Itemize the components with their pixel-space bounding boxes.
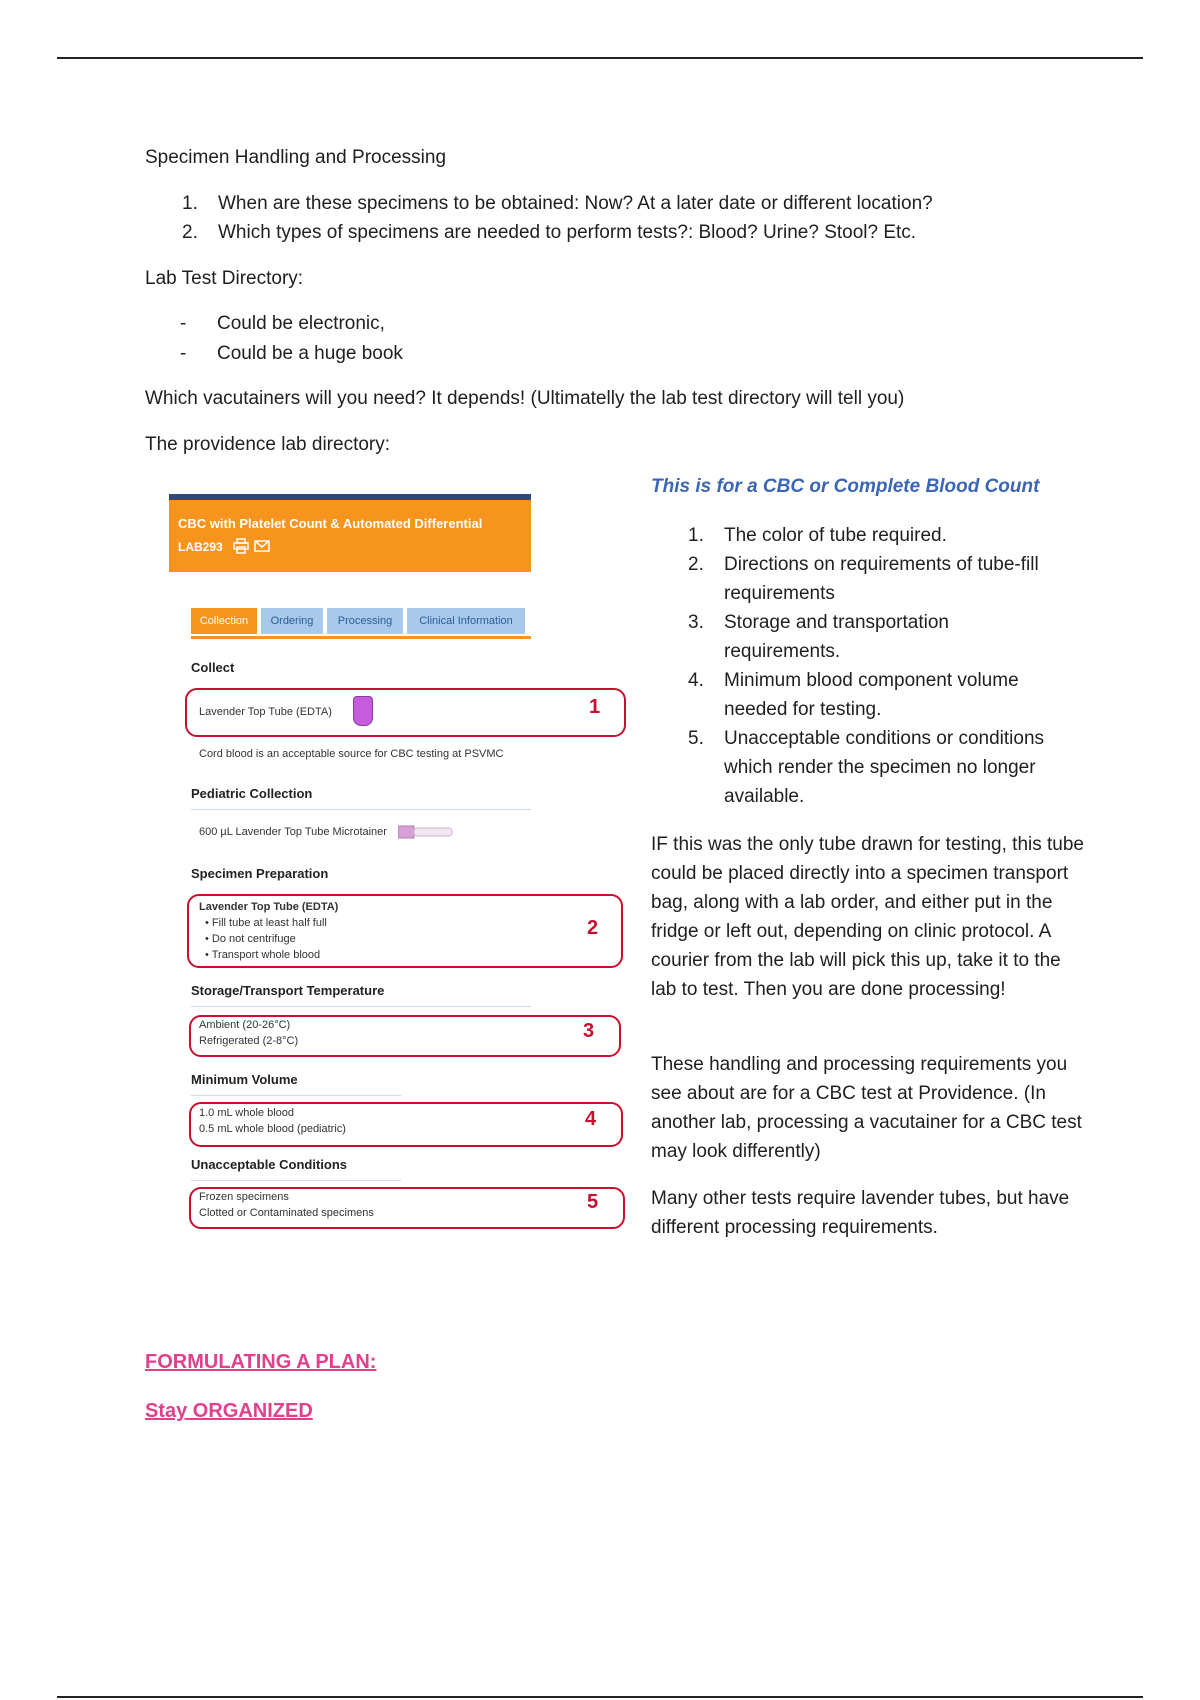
minvol-item: 0.5 mL whole blood (pediatric) — [199, 1123, 346, 1135]
vacutainer-question: Which vacutainers will you need? It depends! (Ultimatelly the lab test directory will tell you) — [145, 388, 905, 409]
minvol-heading: Minimum Volume — [191, 1072, 298, 1087]
email-icon — [254, 538, 270, 554]
storage-item: Ambient (20-26°C) — [199, 1019, 291, 1031]
top-rule — [57, 57, 1143, 59]
prep-item: • Transport whole blood — [205, 949, 321, 961]
tab-processing[interactable]: Processing — [327, 608, 403, 634]
prep-item: • Do not centrifuge — [205, 933, 296, 945]
pediatric-heading: Pediatric Collection — [191, 786, 313, 801]
cbc-heading: This is for a CBC or Complete Blood Count — [651, 476, 1040, 497]
prep-item: • Fill tube at least half full — [205, 917, 327, 929]
collect-tube: Lavender Top Tube (EDTA) — [199, 706, 332, 718]
unacceptable-item: Clotted or Contaminated specimens — [199, 1207, 374, 1219]
stay-organized-heading: Stay ORGANIZED — [145, 1400, 313, 1422]
test-title: CBC with Platelet Count & Automated Differential — [178, 516, 483, 531]
divider — [191, 1180, 401, 1181]
paragraph-lavender: Many other tests require lavender tubes, but have different processing requirements. — [651, 1188, 1070, 1238]
callout-number: 4 — [585, 1108, 597, 1130]
microtainer-icon — [398, 825, 454, 839]
unacceptable-heading: Unacceptable Conditions — [191, 1157, 348, 1172]
storage-item: Refrigerated (2-8°C) — [199, 1035, 299, 1047]
storage-heading: Storage/Transport Temperature — [191, 983, 385, 998]
paragraph-providence: These handling and processing requirements you see about are for a CBC test at Providence. (In another lab, processing a vacutainer for a CBC test may look differently) — [651, 1054, 1082, 1162]
callout-number: 1 — [589, 696, 601, 718]
directory-tabs — [191, 608, 531, 639]
test-banner — [169, 500, 531, 572]
callout-number: 5 — [587, 1191, 599, 1213]
divider — [191, 1006, 531, 1007]
bottom-rule — [57, 1696, 1143, 1698]
prep-title: Lavender Top Tube (EDTA) — [199, 901, 339, 913]
tab-collection[interactable]: Collection — [191, 608, 257, 634]
unacceptable-item: Frozen specimens — [199, 1191, 289, 1203]
callout-number: 2 — [587, 917, 599, 939]
divider — [191, 1095, 401, 1096]
providence-label: The providence lab directory: — [145, 434, 391, 455]
formulating-plan-heading: FORMULATING A PLAN: — [145, 1351, 377, 1373]
print-icon — [233, 538, 249, 554]
test-code: LAB293 — [178, 540, 223, 554]
paragraph-transport: IF this was the only tube drawn for testing, this tube could be placed directly into a specimen transport bag, along with a lab order, and either put in the fridge or left out, depending on clinic protocol. A courier from the lab will pick this up, take it to the lab to test. Then you are done processing! — [651, 834, 1085, 1000]
cord-blood-note: Cord blood is an acceptable source for CBC testing at PSVMC — [199, 748, 504, 760]
lab-directory-label: Lab Test Directory: — [145, 268, 304, 289]
page-heading: Specimen Handling and Processing — [145, 147, 447, 168]
minvol-item: 1.0 mL whole blood — [199, 1107, 294, 1119]
lavender-tube-icon — [353, 696, 373, 726]
divider — [191, 809, 531, 810]
tab-ordering[interactable]: Ordering — [261, 608, 323, 634]
callout-number: 3 — [583, 1020, 595, 1042]
tab-clinical-information[interactable]: Clinical Information — [407, 608, 525, 634]
lab-directory-screenshot — [163, 488, 643, 1238]
prep-heading: Specimen Preparation — [191, 866, 329, 881]
collect-heading: Collect — [191, 660, 235, 675]
pediatric-tube: 600 µL Lavender Top Tube Microtainer — [199, 826, 387, 838]
